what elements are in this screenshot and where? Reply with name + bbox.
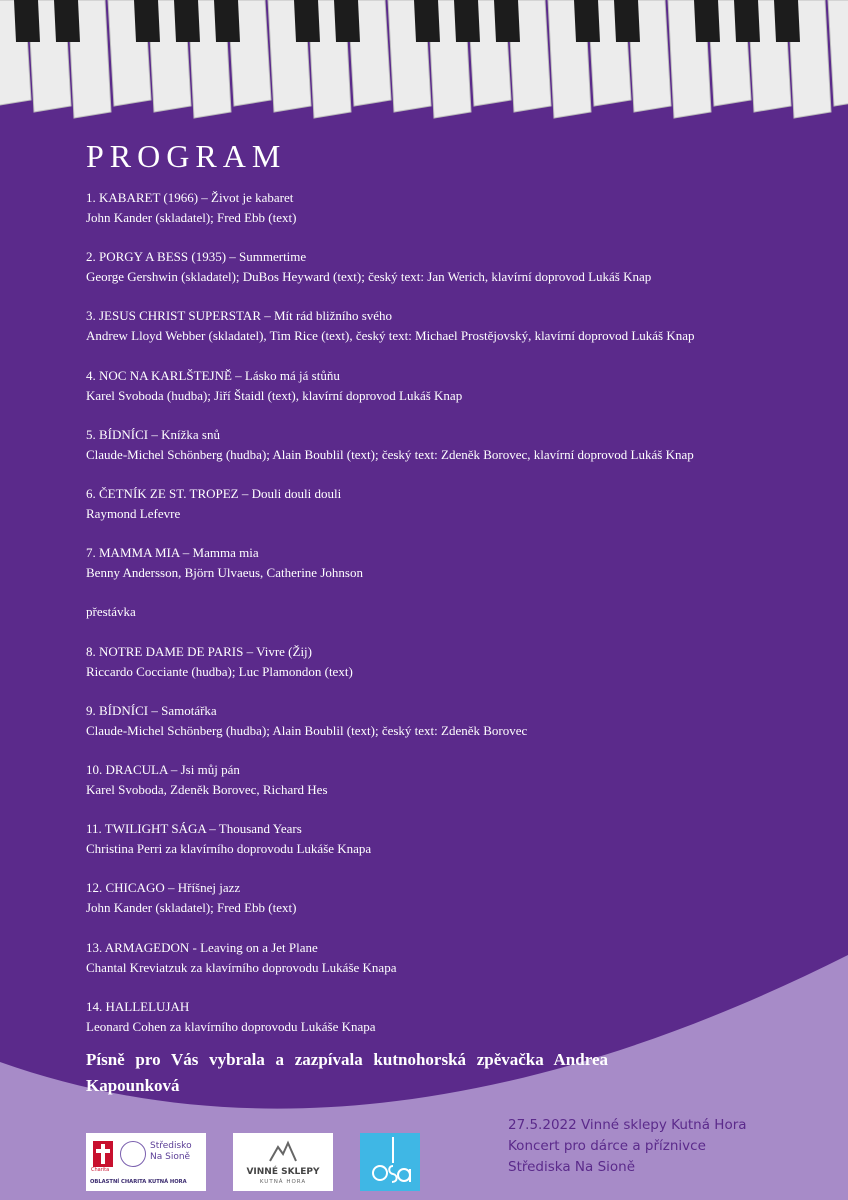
program-item xyxy=(86,366,816,425)
song-credits: Chantal Kreviatzuk za klavírního doprovodu Lukáše Knapa xyxy=(86,959,397,975)
charita-word: Charita xyxy=(91,1167,110,1173)
song-title: 12. CHICAGO – Hříšnej jazz xyxy=(86,880,241,896)
song-credits: Riccardo Cocciante (hudba); Luc Plamondon (text) xyxy=(86,663,353,679)
song-title: 7. MAMMA MIA – Mamma mia xyxy=(86,545,259,561)
song-credits: Claude-Michel Schönberg (hudba); Alain Boublil (text); český text: Zdeněk Borovec, klavírní doprovod Lukáš Knap xyxy=(86,446,694,462)
song-title: 13. ARMAGEDON - Leaving on a Jet Plane xyxy=(86,939,318,955)
event-info xyxy=(508,1115,747,1178)
song-title: 4. NOC NA KARLŠTEJNĚ – Lásko má já stůňu xyxy=(86,367,340,383)
song-title: 3. JESUS CHRIST SUPERSTAR – Mít rád bližního svého xyxy=(86,308,393,324)
program-item xyxy=(86,306,816,365)
song-credits: Raymond Lefevre xyxy=(86,505,181,521)
event-purpose: Koncert pro dárce a příznivce xyxy=(508,1138,706,1154)
song-credits: Andrew Lloyd Webber (skladatel), Tim Rice (text), český text: Michael Prostějovský, klavírní doprovod Lukáš Knap xyxy=(86,328,695,344)
song-title: 11. TWILIGHT SÁGA – Thousand Years xyxy=(86,821,302,837)
charita-logo xyxy=(86,1133,206,1191)
song-credits: Leonard Cohen za klavírního doprovodu Lukáše Knapa xyxy=(86,1018,376,1034)
vinne-sklepy-logo xyxy=(233,1133,333,1191)
intermission-label: přestávka xyxy=(86,604,136,620)
program-item xyxy=(86,484,816,543)
song-title: 6. ČETNÍK ZE ST. TROPEZ – Douli douli douli xyxy=(86,485,342,501)
program-item xyxy=(86,543,816,602)
song-credits: Karel Svoboda, Zdeněk Borovec, Richard Hes xyxy=(86,782,328,798)
singer-credit: Písně pro Vás vybrala a zazpívala kutnohorská zpěvačka Andrea Kapounková xyxy=(86,1050,608,1095)
song-title: 14. HALLELUJAH xyxy=(86,998,190,1014)
sns-circle-icon xyxy=(120,1141,146,1167)
program-item xyxy=(86,878,816,937)
song-credits: John Kander (skladatel); Fred Ebb (text) xyxy=(86,210,297,225)
event-organizer: Střediska Na Sioně xyxy=(508,1159,636,1175)
osa-logo-icon xyxy=(360,1133,420,1191)
program-item xyxy=(86,425,816,484)
song-credits: John Kander (skladatel); Fred Ebb (text) xyxy=(86,900,297,916)
program-item xyxy=(86,701,816,760)
song-credits: Christina Perri za klavírního doprovodu Lukáše Knapa xyxy=(86,841,372,857)
vinne-sklepy-title: VINNÉ SKLEPY xyxy=(246,1167,320,1177)
song-title: 1. KABARET (1966) – Život je kabaret xyxy=(86,190,294,205)
song-title: 9. BÍDNÍCI – Samotářka xyxy=(86,702,217,718)
charita-cross-icon xyxy=(93,1141,113,1167)
vinne-sklepy-subtitle: KUTNÁ HORA xyxy=(259,1179,307,1185)
song-title: 5. BÍDNÍCI – Knížka snů xyxy=(86,426,220,442)
song-credits: Karel Svoboda (hudba); Jiří Štaidl (text), klavírní doprovod Lukáš Knap xyxy=(86,387,463,403)
event-date-venue: 27.5.2022 Vinné sklepy Kutná Hora xyxy=(508,1117,747,1133)
charita-subtitle: OBLASTNÍ CHARITA KUTNÁ HORA xyxy=(90,1179,187,1185)
song-credits: Claude-Michel Schönberg (hudba); Alain Boublil (text); český text: Zdeněk Borovec xyxy=(86,722,528,738)
song-credits: George Gershwin (skladatel); DuBos Heyward (text); český text: Jan Werich, klavírní doprovod Lukáš Knap xyxy=(86,269,652,285)
program-item xyxy=(86,188,816,247)
sns-name: Středisko Na Sioně xyxy=(150,1141,192,1162)
program-item xyxy=(86,938,816,997)
song-title: 2. PORGY A BESS (1935) – Summertime xyxy=(86,249,307,265)
program-item xyxy=(86,247,816,306)
song-title: 8. NOTRE DAME DE PARIS – Vivre (Žij) xyxy=(86,643,312,659)
song-title: 10. DRACULA – Jsi můj pán xyxy=(86,762,240,778)
program-item xyxy=(86,642,816,701)
mountain-icon xyxy=(269,1139,297,1163)
page-title: PROGRAM xyxy=(86,138,287,174)
osa-logo xyxy=(360,1133,420,1191)
program-item xyxy=(86,760,816,819)
program-item xyxy=(86,819,816,878)
program-list xyxy=(86,188,816,1056)
song-credits: Benny Andersson, Björn Ulvaeus, Catherine Johnson xyxy=(86,565,363,581)
